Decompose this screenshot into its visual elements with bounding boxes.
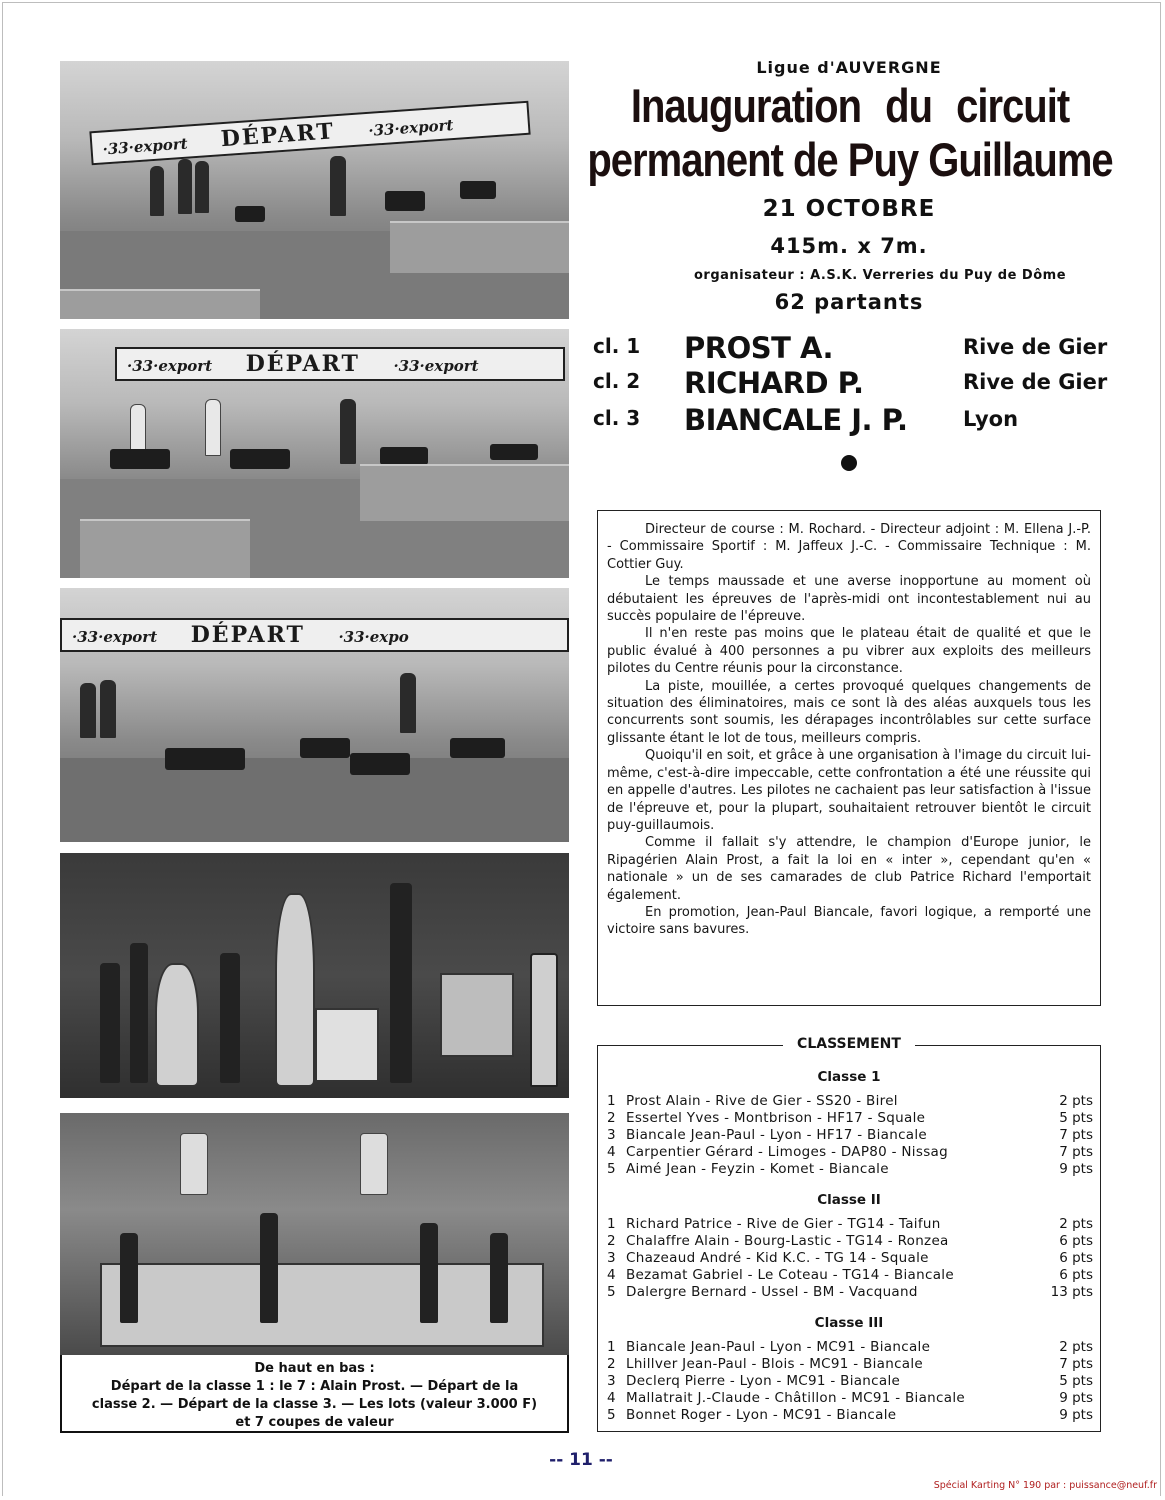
spectator bbox=[205, 399, 221, 456]
table-row: 3 Chazeaud André - Kid K.C. - TG 14 - Squale 6 pts bbox=[607, 1250, 1093, 1266]
spectator bbox=[178, 159, 192, 214]
organizer: organisateur : A.S.K. Verreries du Puy de Dôme bbox=[693, 268, 1067, 283]
bottle bbox=[100, 963, 120, 1083]
spectator bbox=[195, 161, 209, 213]
hay-bales bbox=[390, 221, 569, 273]
start-banner: ·33·export DÉPART ·33·export bbox=[115, 347, 565, 381]
hay-bales bbox=[80, 519, 250, 578]
photo-start-class-1 bbox=[60, 61, 569, 319]
bullet-dot bbox=[841, 455, 857, 471]
trophy bbox=[155, 963, 199, 1087]
credit-line: Spécial Karting N° 190 par : puissance@neuf.fr bbox=[933, 1480, 1157, 1491]
photo-prizes bbox=[60, 853, 569, 1098]
page-title: Inauguration du circuit bbox=[630, 80, 1070, 133]
table-row: 4 Bezamat Gabriel - Le Coteau - TG14 - Biancale 6 pts bbox=[607, 1267, 1093, 1283]
table-row: 2 Chalaffre Alain - Bourg-Lastic - TG14 - Ronzea 6 pts bbox=[607, 1233, 1093, 1249]
table-row: 2 Essertel Yves - Montbrison - HF17 - Squale 5 pts bbox=[607, 1110, 1093, 1126]
hay-bales bbox=[360, 464, 569, 521]
classement-box bbox=[597, 1036, 1101, 1432]
lamp bbox=[180, 1133, 208, 1195]
prize-box bbox=[315, 1008, 379, 1082]
kart bbox=[230, 449, 290, 469]
result-city: Lyon bbox=[963, 407, 1019, 431]
bottle bbox=[530, 953, 558, 1087]
result-class: cl. 3 bbox=[593, 406, 641, 430]
page-number: -- 11 -- bbox=[549, 1450, 613, 1470]
table-row: 5 Dalergre Bernard - Ussel - BM - Vacquand 13 pts bbox=[607, 1284, 1093, 1300]
result-driver: BIANCALE J. P. bbox=[684, 403, 908, 437]
article-paragraph: Il n'en reste pas moins que le plateau était de qualité et que le public évalué à 400 personnes a pu vibrer aux exploits des meilleurs pilotes du Centre réunis pour la circonstance. bbox=[607, 626, 1091, 677]
spectator bbox=[150, 166, 164, 216]
start-banner: ·33·export DÉPART ·33·expo bbox=[60, 618, 569, 652]
bottle bbox=[120, 1233, 138, 1323]
classement-title: CLASSEMENT bbox=[598, 1036, 1100, 1052]
table-row: 1 Prost Alain - Rive de Gier - SS20 - Birel 2 pts bbox=[607, 1093, 1093, 1109]
result-row bbox=[593, 403, 1113, 437]
bottle bbox=[390, 883, 412, 1083]
result-class: cl. 2 bbox=[593, 369, 641, 393]
article-paragraph: La piste, mouillée, a certes provoqué quelques changements de situation des éliminatoires, mais ce sont là des aléas auxquels tous les concurrents sont soumis, les dérapages incontrôlables sur cette surface glissante étant le lot de tous, meilleurs compris. bbox=[607, 678, 1091, 746]
kart bbox=[380, 447, 428, 465]
kart bbox=[385, 191, 425, 211]
article-paragraph: En promotion, Jean-Paul Biancale, favori logique, a remporté une victoire sans bavures. bbox=[607, 904, 1091, 938]
photo-trophies bbox=[60, 1113, 569, 1355]
kart bbox=[300, 738, 350, 758]
table-row: 4 Carpentier Gérard - Limoges - DAP80 - Nissag 7 pts bbox=[607, 1144, 1093, 1160]
kart bbox=[450, 738, 505, 758]
article-paragraph: Quoiqu'il en soit, et grâce à une organisation à l'image du circuit lui-même, c'est-à-dire impeccable, cette confrontation a été une réussite qui en appelle d'autres. Les pilotes ne cachaient pas leur satisfaction à l'issue de l'épreuve et, pour la plupart, souhaitaient retrouver bientôt le circuit puy-guillaumois. bbox=[607, 748, 1091, 833]
hay-bales bbox=[60, 289, 260, 319]
group-title: Classe III bbox=[814, 1315, 884, 1331]
photo-start-class-3 bbox=[60, 588, 569, 842]
bottle bbox=[490, 1233, 508, 1323]
lamp bbox=[360, 1133, 388, 1195]
bottle bbox=[420, 1223, 438, 1323]
result-city: Rive de Gier bbox=[963, 335, 1108, 359]
article-paragraph: Directeur de course : M. Rochard. - Directeur adjoint : M. Ellena J.-P. - Commissaire Sportif : M. Jaffeux J.-C. - Commissaire Technique : M. Cottier Guy. bbox=[607, 522, 1091, 572]
start-banner: ·33·export DÉPART ·33·export bbox=[89, 101, 530, 166]
trophy bbox=[275, 893, 315, 1087]
result-class: cl. 1 bbox=[593, 334, 641, 358]
spectator bbox=[100, 680, 116, 738]
result-driver: PROST A. bbox=[684, 331, 834, 365]
table-row: 4 Mallatrait J.-Claude - Châtillon - MC91 - Biancale 9 pts bbox=[607, 1390, 1093, 1406]
caption-line: et 7 coupes de valeur bbox=[235, 1415, 394, 1430]
table-row: 3 Declerq Pierre - Lyon - MC91 - Biancale 5 pts bbox=[607, 1373, 1093, 1389]
starters-count: 62 partants bbox=[774, 290, 924, 314]
group-title: Classe 1 bbox=[817, 1069, 881, 1085]
bottle bbox=[220, 953, 240, 1083]
result-row bbox=[593, 366, 1113, 400]
result-driver: RICHARD P. bbox=[684, 366, 864, 400]
table-row: 5 Bonnet Roger - Lyon - MC91 - Biancale 9 pts bbox=[607, 1407, 1093, 1423]
group-title: Classe II bbox=[817, 1192, 881, 1208]
bottle bbox=[260, 1213, 278, 1323]
kart bbox=[460, 181, 496, 199]
league-label: Ligue d'AUVERGNE bbox=[756, 58, 942, 77]
table-row: 3 Biancale Jean-Paul - Lyon - HF17 - Biancale 7 pts bbox=[607, 1127, 1093, 1143]
table-row: 2 Lhillver Jean-Paul - Blois - MC91 - Biancale 7 pts bbox=[607, 1356, 1093, 1372]
flag-marshal bbox=[400, 673, 416, 733]
table-row: 1 Richard Patrice - Rive de Gier - TG14 - Taifun 2 pts bbox=[607, 1216, 1093, 1232]
kart bbox=[350, 753, 410, 775]
kart bbox=[110, 449, 170, 469]
page-title-line2: permanent de Puy Guillaume bbox=[587, 134, 1113, 187]
spectator bbox=[80, 683, 96, 738]
article-body bbox=[597, 510, 1101, 1006]
prize-table bbox=[100, 1263, 544, 1347]
event-date: 21 OCTOBRE bbox=[762, 196, 936, 222]
flag-marshal bbox=[330, 156, 346, 216]
caption-line: classe 2. — Départ de la classe 3. — Les lots (valeur 3.000 F) bbox=[91, 1397, 538, 1412]
flag-marshal bbox=[340, 399, 356, 464]
table-row: 5 Aimé Jean - Feyzin - Komet - Biancale 9 pts bbox=[607, 1161, 1093, 1177]
article-paragraph: Le temps maussade et une averse inopportune au moment où débutaient les épreuves de l'après-midi ont incontestablement nui au succès populaire de l'épreuve. bbox=[607, 574, 1091, 625]
caption-line: Départ de la classe 1 : le 7 : Alain Prost. — Départ de la bbox=[110, 1379, 519, 1394]
bottle bbox=[130, 943, 148, 1083]
track bbox=[60, 758, 569, 842]
kart bbox=[165, 748, 245, 770]
caption-line: De haut en bas : bbox=[254, 1361, 375, 1376]
photo-start-class-2 bbox=[60, 329, 569, 578]
kart bbox=[490, 444, 538, 460]
result-city: Rive de Gier bbox=[963, 370, 1108, 394]
kart bbox=[235, 206, 265, 222]
circuit-dimensions: 415m. x 7m. bbox=[770, 234, 928, 258]
prize-box bbox=[440, 973, 514, 1057]
photo-caption bbox=[60, 1355, 569, 1433]
table-row: 1 Biancale Jean-Paul - Lyon - MC91 - Biancale 2 pts bbox=[607, 1339, 1093, 1355]
article-paragraph: Comme il fallait s'y attendre, le champion d'Europe junior, le Ripagérien Alain Prost, a fait la loi en « inter », cependant qu'en « nationale » un de ses camarades de club Patrice Richard l'emportait également. bbox=[607, 835, 1091, 903]
result-row bbox=[593, 331, 1113, 365]
